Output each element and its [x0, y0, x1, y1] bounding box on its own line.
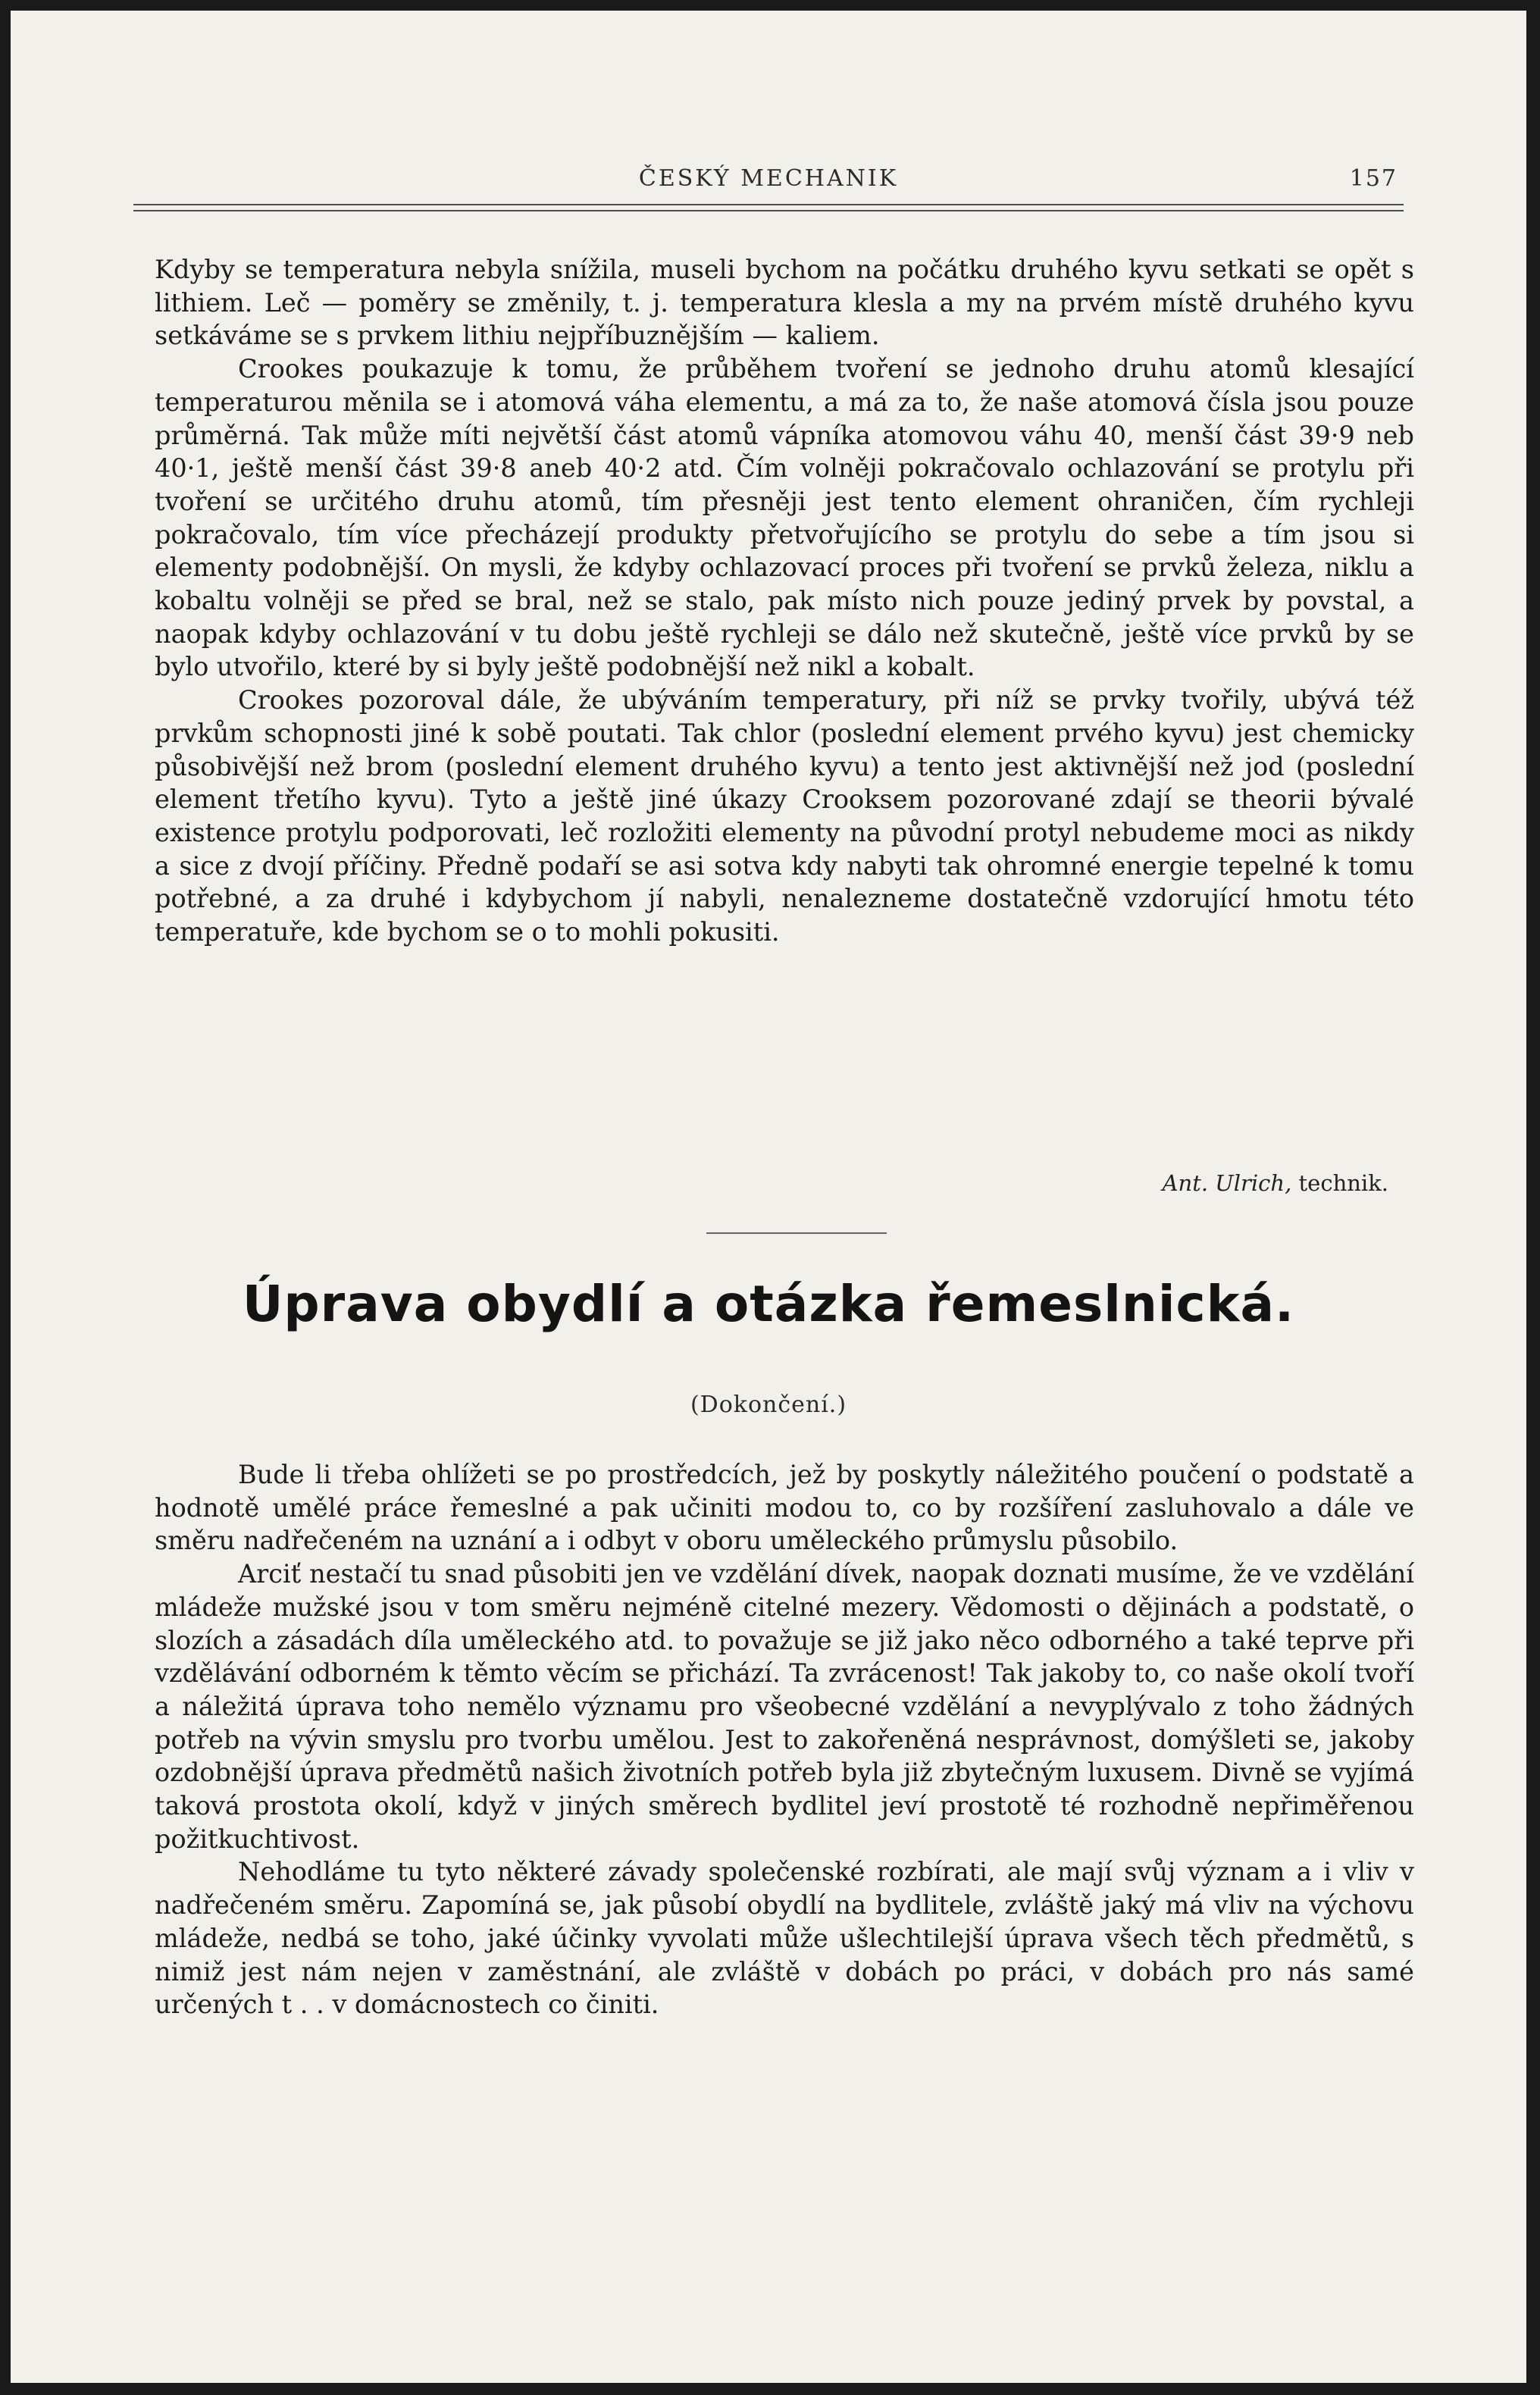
paragraph: Crookes pozoroval dále, že ubýváním temperatury, při níž se prvky tvořily, ubývá též prvkům schopnosti jiné k sobě poutati. Tak chlor (poslední element prvého kyvu) jest chemicky působivější než brom (poslední element druhého kyvu) a tento jest aktivnější než jod (poslední element třetího kyvu). Tyto a ještě jiné úkazy Crooksem pozorované zdají se theorii bývalé existence protylu podporovati, leč rozložiti elementy na původní protyl nebudeme moci as nikdy a sice z dvojí příčiny. Předně podaří se asi sotva kdy nabyti tak ohromné energie tepelné k tomu potřebné, a za druhé i kdybychom jí nabyli, nenalezneme dostatečně vzdorující hmotu této temperatuře, kde bychom se o to mohli pokusiti. — [155, 685, 1414, 947]
page-number: 157 — [1349, 165, 1398, 192]
article-crookes-text — [155, 253, 1414, 949]
paragraph: Nehodláme tu tyto některé závady společenské rozbírati, ale mají svůj význam a i vliv v nadřečeném směru. Zapomíná se, jak působí obydlí na bydlitele, zvláště jaký má vliv na výchovu mládeže, nedbá se toho, jaké účinky vyvolati může ušlechtilejší úprava všech těch předmětů, s nimiž jest nám nejen v zaměstnání, ale zvláště v dobách po práci, v dobách pro nás samé určených t . . v domácnostech co činiti. — [155, 1857, 1414, 2020]
continuation-note: (Dokončení.) — [690, 1392, 847, 1418]
author-role: technik. — [1298, 1170, 1388, 1196]
author-signature — [1163, 1170, 1388, 1196]
section-divider — [706, 1232, 887, 1234]
paragraph: Crookes poukazuje k tomu, že průběhem tvoření se jednoho druhu atomů klesající temperaturou měnila se i atomová váha elementu, a má za to, že naše atomová čísla jsou pouze průměrná. Tak může míti největší část atomů vápníka atomovou váhu 40, menší část 39·9 neb 40·1, ještě menší část 39·8 aneb 40·2 atd. Čím volněji pokračovalo ochlazování se protylu při tvoření se určitého druhu atomů, tím přesněji jest tento element ohraničen, čím rychleji pokračovalo, tím více přecházejí produkty přetvořujícího se protylu do sebe a tím jsou si elementy podobnější. On mysli, že kdyby ochlazovací proces při tvoření se prvků železa, niklu a kobaltu volněji se před se bral, než se stalo, pak místo nich pouze jediný prvek by povstal, a naopak kdyby ochlazování v tu dobu ještě rychleji se dálo než skutečně, ještě více prvků by se bylo utvořilo, které by si byly ještě podobnější než nikl a kobalt. — [155, 354, 1414, 682]
page — [11, 11, 1526, 2383]
article-uprava-text — [155, 1458, 1414, 2021]
running-header — [139, 161, 1398, 199]
running-title: ČESKÝ MECHANIK — [638, 165, 899, 192]
paragraph: Bude li třeba ohlížeti se po prostředcích, jež by poskytly náležitého poučení o podstatě a hodnotě umělé práce řemeslné a pak učiniti modou to, co by rozšíření zasluhovalo a dále ve směru nadřečeném na uznání a i odbyt v oboru uměleckého průmyslu působilo. — [155, 1460, 1414, 1556]
author-name: Ant. Ulrich, — [1162, 1170, 1292, 1196]
header-rule — [133, 204, 1404, 211]
paragraph: Kdyby se temperatura nebyla snížila, museli bychom na počátku druhého kyvu setkati se opět s lithiem. Leč — poměry se změnily, t. j. temperatura klesla a my na prvém místě druhého kyvu setkáváme se s prvkem lithiu nejpříbuznějším — kaliem. — [155, 255, 1414, 351]
paragraph: Arciť nestačí tu snad působiti jen ve vzdělání dívek, naopak doznati musíme, že ve vzdělání mládeže mužské jsou v tom směru nejméně citelné mezery. Vědomosti o dějinách a podstatě, o slozích a zásadách díla uměleckého atd. to považuje se již jako něco odborného a také teprve při vzdělávání odborném k těmto věcím se přichází. Ta zvrácenost! Tak jakoby to, co naše okolí tvoří a náležitá úprava toho nemělo významu pro všeobecné vzdělání a nevyplývalo z toho žádných potřeb na vývin smyslu pro tvorbu umělou. Jest to zakořeněná nesprávnost, domýšleti se, jakoby ozdobnější úprava předmětů našich životních potřeb byla již zbytečným luxusem. Divně se vyjímá taková prostota okolí, když v jiných směrech bydlitel jeví prostotě té rozhodně nepřiměřenou požitkuchtivost. — [155, 1559, 1414, 1854]
article-title: Úprava obydlí a otázka řemeslnická. — [242, 1275, 1295, 1333]
